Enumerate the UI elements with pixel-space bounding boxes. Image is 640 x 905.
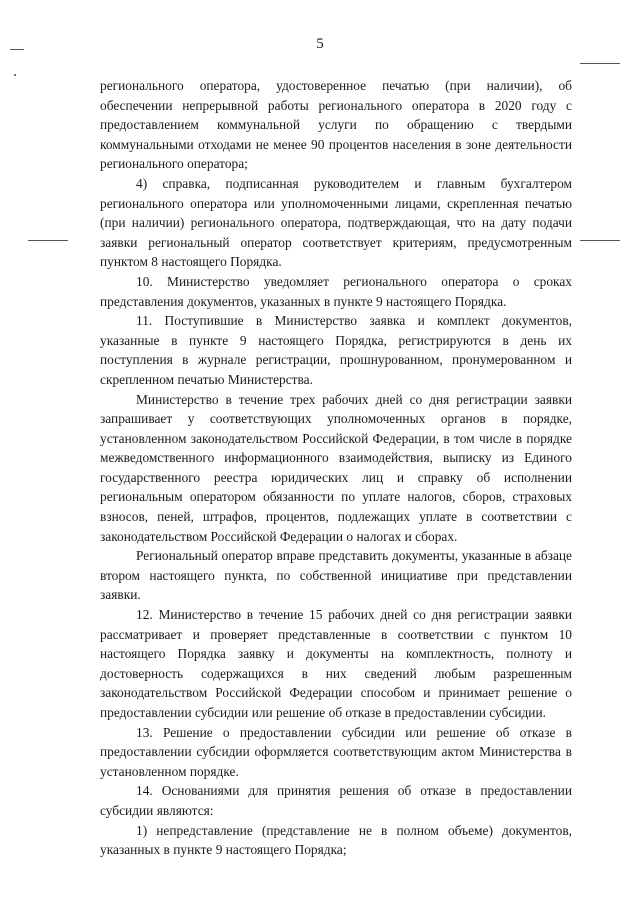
document-body [100,76,572,860]
paragraph: 1) непредставление (представление не в полном объеме) документов, указанных в пункте 9 настоящего Порядка; [100,822,572,858]
paragraph: регионального оператора, удостоверенное печатью (при наличии), об обеспечении непрерывной работы регионального оператора в 2020 году с предоставлением коммунальной услуги по обращению с твердыми коммунальными отходами не менее 90 процентов населения в зоне деятельности регионального оператора; [100,78,572,172]
paragraph: 10. Министерство уведомляет регионального оператора о сроках представления документов, указанных в пункте 9 настоящего Порядка. [100,273,572,309]
paragraph: 4) справка, подписанная руководителем и главным бухгалтером регионального оператора или уполномоченными лицами, скрепленная печатью (при наличии) регионального оператора, подтверждающая, что на дату подачи заявки региональный оператор соответствует критериям, предусмотренным пунктом 8 настоящего Порядка. [100,175,572,270]
right-margin-mark [580,63,620,64]
paragraph: 13. Решение о предоставлении субсидии или решение об отказе в предоставлении субсидии оформляется соответствующим актом Министерства в установленном порядке. [100,724,572,779]
right-margin-mark [580,240,620,241]
paragraph: Министерство в течение трех рабочих дней со дня регистрации заявки запрашивает у соответствующих уполномоченных органов в порядке, установленном законодательством Российской Федерации, в том числе в порядке межведомственного информационного взаимодействия, выписку из Единого государственного реестра юридических лиц и справку об исполнении региональным оператором обязанности по уплате налогов, сборов, страховых взносов, пеней, штрафов, процентов, подлежащих уплате в соответствии с законодательством Российской Федерации о налогах и сборах. [100,391,572,544]
paragraph: 12. Министерство в течение 15 рабочих дней со дня регистрации заявки рассматривает и проверяет представленные в соответствии с пунктом 10 настоящего Порядка заявку и документы на комплектность, полноту и достоверность содержащихся в них сведений любым разрешенным законодательством Российской Федерации способом и принимает решение о предоставлении субсидии или решение об отказе в предоставлении субсидии. [100,607,572,720]
page-number: 5 [316,36,324,52]
paragraph: 11. Поступившие в Министерство заявка и комплект документов, указанные в пункте 9 настоящего Порядка, регистрируются в день их поступления в журнале регистрации, прошнурованном, пронумерованном и скрепленном печатью Министерства. [100,313,572,387]
left-margin-mark [28,240,68,241]
scan-dot [14,74,16,76]
paragraph: Региональный оператор вправе представить документы, указанные в абзаце втором настоящего пункта, по собственной инициативе при представлении заявки. [100,548,572,603]
paragraph: 14. Основаниями для принятия решения об отказе в предоставлении субсидии являются: [100,783,572,818]
